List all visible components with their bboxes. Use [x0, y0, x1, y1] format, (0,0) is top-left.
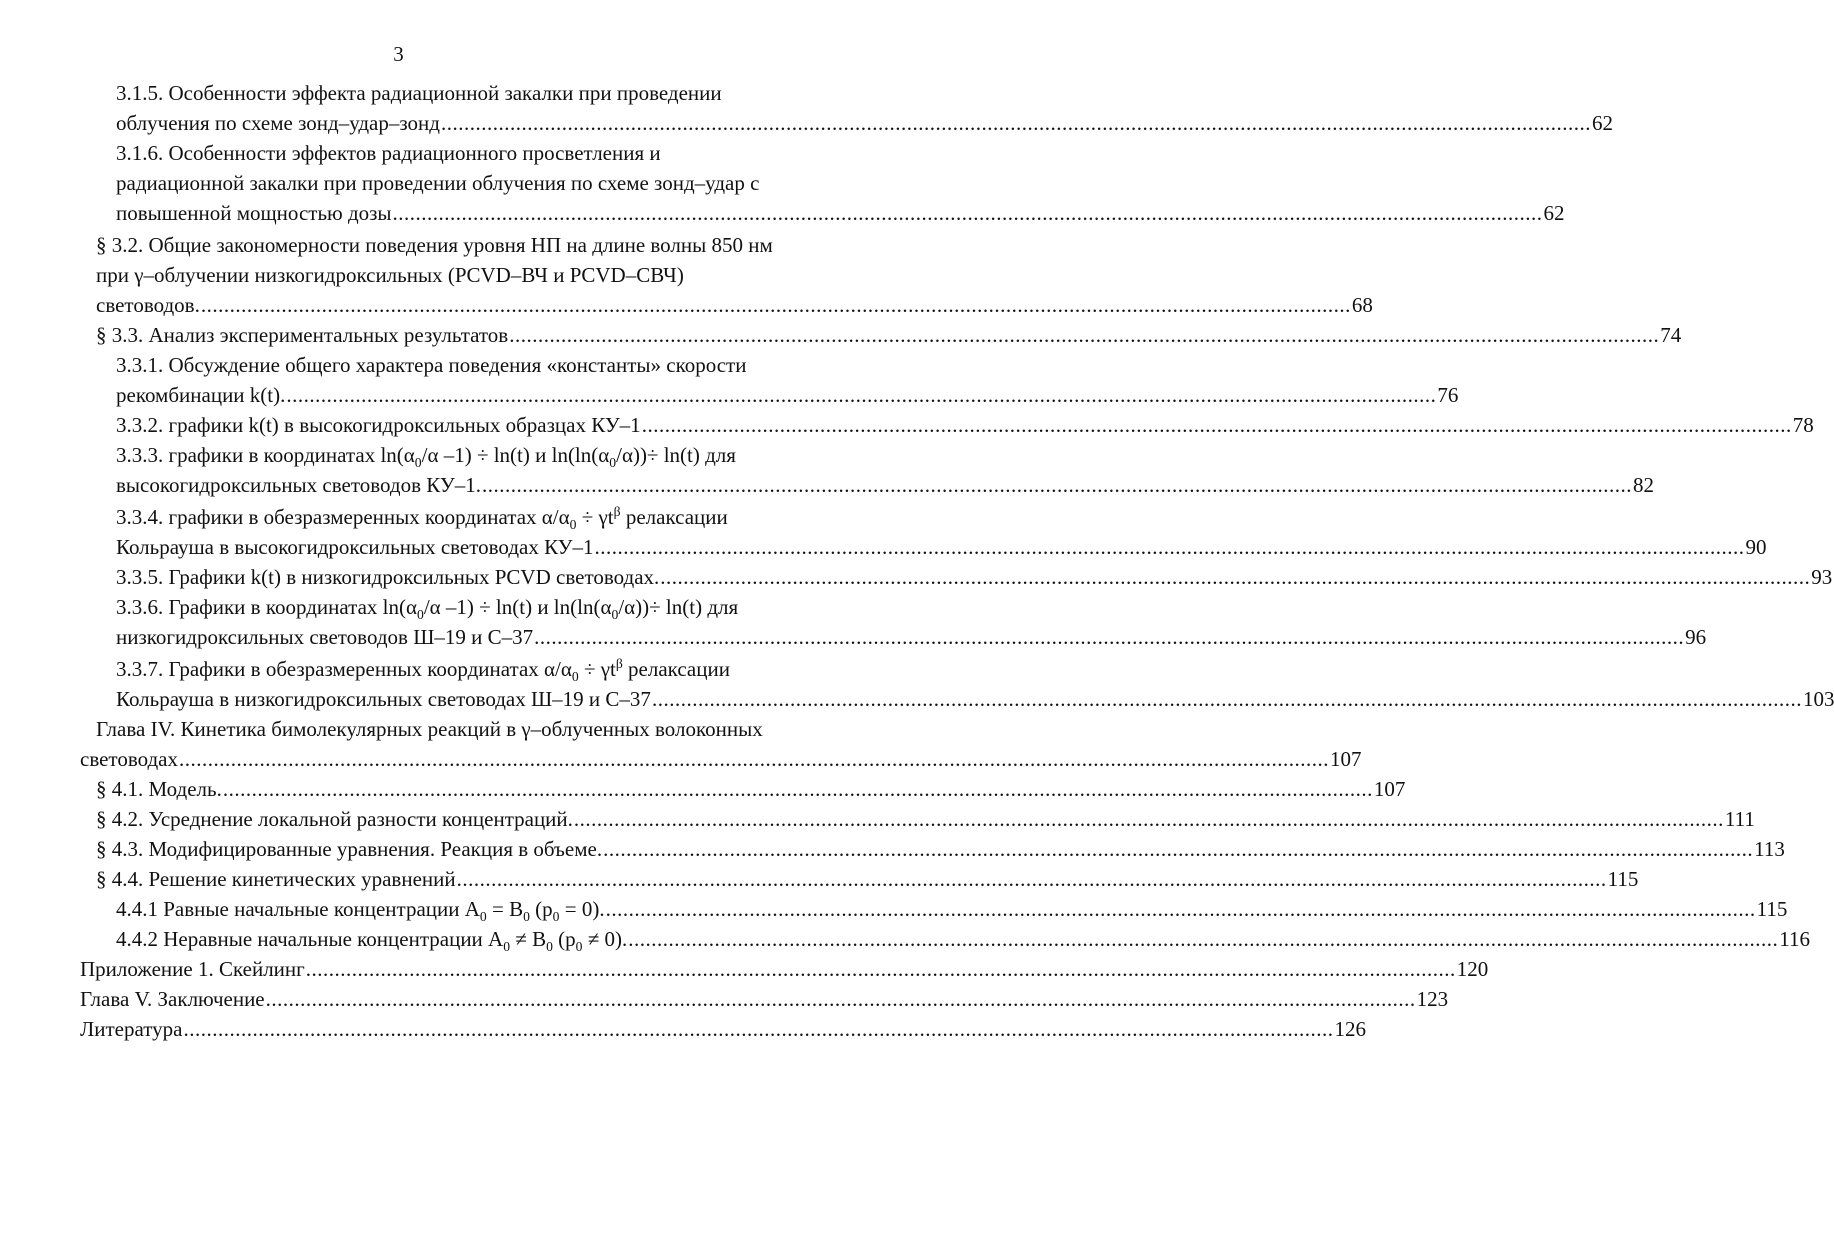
toc-entry	[116, 622, 1707, 652]
toc-line-text: радиационной закалки при проведении облучения по схеме зонд–удар с	[116, 171, 760, 195]
toc-entry	[96, 290, 1373, 320]
toc-line	[116, 654, 730, 684]
toc-line-text: Кольрауша в низкогидроксильных световодах Ш–19 и С–37	[116, 687, 651, 711]
toc-line-text: Глава V. Заключение	[80, 987, 265, 1011]
toc-line-text: при γ–облучении низкогидроксильных (PCVD–ВЧ и PCVD–СВЧ)	[96, 263, 684, 287]
toc-line-text: световодов.	[96, 293, 200, 317]
toc-line-formula: 3.3.4. графики в обезразмеренных координатах $\alpha/\alpha_0 \div \gamma t^\beta$ релаксации	[116, 504, 728, 533]
toc-entry	[96, 804, 1755, 834]
toc-line	[116, 138, 661, 168]
toc-entry	[116, 532, 1767, 562]
dot-leader: ........................................................................................................................................................................................................	[603, 837, 1754, 861]
dot-leader: ........................................................................................................................................................................................................	[440, 111, 1591, 135]
toc-line-text: Кольрауша в высокогидроксильных световодах КУ–1	[116, 535, 594, 559]
dot-leader: ........................................................................................................................................................................................................	[179, 747, 1330, 771]
toc-page-number: 62	[1543, 201, 1565, 225]
toc-entry	[116, 562, 1833, 592]
toc-line	[116, 440, 736, 470]
toc-line	[116, 592, 738, 622]
dot-leader: ........................................................................................................................................................................................................	[660, 565, 1811, 589]
toc-line-text: § 4.3. Модифицированные уравнения. Реакция в объеме.	[96, 837, 603, 861]
toc-page-number: 68	[1351, 293, 1373, 317]
toc-page-number: 78	[1792, 413, 1814, 437]
toc-entry	[80, 744, 1362, 774]
toc-page-number: 116	[1779, 927, 1811, 951]
toc-entry	[116, 198, 1565, 228]
dot-leader: ........................................................................................................................................................................................................	[534, 625, 1685, 649]
toc-line-formula: 3.3.6. Графики в координатах $\ln(\alpha_0/\alpha$ –1) ÷ ln(t) и $\ln(\ln(\alpha_0/\alpha))\div \ln(t)$ для	[116, 595, 739, 623]
toc-line-text: 3.3.5. Графики k(t) в низкогидроксильных PCVD световодах.	[116, 565, 660, 589]
toc-page-number: 107	[1330, 747, 1362, 771]
toc-line-text: § 3.2. Общие закономерности поведения уровня НП на длине волны 850 нм	[96, 233, 773, 257]
toc-line-text: § 4.1. Модель.	[96, 777, 222, 801]
dot-leader: ........................................................................................................................................................................................................	[651, 687, 1802, 711]
toc-line-formula: 4.4.1 Равные начальные концентрации $A_0 = B_0$ $(p_0 = 0)$.	[116, 897, 605, 925]
toc-page-number: 62	[1591, 111, 1613, 135]
toc-line-text: § 4.4. Решение кинетических уравнений	[96, 867, 456, 891]
toc-line-formula: 3.3.3. графики в координатах $\ln(\alpha_0/\alpha$ –1) ÷ ln(t) и $\ln(\ln(\alpha_0/\alpha))\div \ln(t)$ для	[116, 443, 736, 471]
toc-line-text: § 4.2. Усреднение локальной разности концентраций.	[96, 807, 573, 831]
toc-line-text: 3.1.6. Особенности эффектов радиационного просветления и	[116, 141, 661, 165]
dot-leader: ........................................................................................................................................................................................................	[573, 807, 1724, 831]
dot-leader: ........................................................................................................................................................................................................	[594, 535, 1745, 559]
toc-entry	[80, 1014, 1366, 1044]
toc-entry	[116, 410, 1814, 440]
toc-page-number: 123	[1416, 987, 1449, 1011]
toc-page-number: 90	[1745, 535, 1767, 559]
toc-entry	[116, 470, 1654, 500]
toc-line-text: Глава IV. Кинетика бимолекулярных реакций в γ–облученных волоконных	[96, 717, 763, 741]
toc-page-number: 111	[1724, 807, 1755, 831]
dot-leader: ........................................................................................................................................................................................................	[265, 987, 1416, 1011]
dot-leader: ........................................................................................................................................................................................................	[509, 323, 1660, 347]
dot-leader: ........................................................................................................................................................................................................	[628, 927, 1779, 951]
toc-line-text: повышенной мощностью дозы	[116, 201, 392, 225]
toc-line-text: § 3.3. Анализ экспериментальных результатов	[96, 323, 509, 347]
toc-line-text: 3.1.5. Особенности эффекта радиационной закалки при проведении	[116, 81, 722, 105]
dot-leader: ........................................................................................................................................................................................................	[305, 957, 1456, 981]
toc-entry	[80, 954, 1489, 984]
toc-line	[116, 350, 746, 380]
page-number: 3	[393, 42, 404, 66]
toc-entry	[116, 684, 1834, 714]
toc-line-text: рекомбинации k(t).	[116, 383, 286, 407]
toc-entry	[116, 380, 1459, 410]
toc-page-number: 107	[1373, 777, 1406, 801]
toc-page-number: 103	[1802, 687, 1834, 711]
toc-page-number: 74	[1660, 323, 1682, 347]
toc-entry	[116, 924, 1811, 955]
toc-page-number: 76	[1437, 383, 1459, 407]
dot-leader: ........................................................................................................................................................................................................	[286, 383, 1437, 407]
toc-line-formula: 3.3.7. Графики в обезразмеренных координатах $\alpha/\alpha_0 \div \gamma t^\beta$ релаксации	[116, 656, 730, 685]
toc-page-number: 82	[1632, 473, 1654, 497]
toc-entry	[116, 894, 1788, 925]
toc-line	[116, 78, 722, 108]
toc-line-text: Литература	[80, 1017, 183, 1041]
toc-line	[96, 230, 773, 260]
toc-line-text: высокогидроксильных световодов КУ–1.	[116, 473, 481, 497]
toc-line-text: 3.3.2. графики k(t) в высокогидроксильных образцах КУ–1	[116, 413, 641, 437]
toc-line	[96, 714, 763, 744]
dot-leader: ........................................................................................................................................................................................................	[392, 201, 1543, 225]
toc-page-number: 120	[1456, 957, 1489, 981]
toc-line-text: световодах	[80, 747, 179, 771]
dot-leader: ........................................................................................................................................................................................................	[456, 867, 1607, 891]
dot-leader: ........................................................................................................................................................................................................	[641, 413, 1792, 437]
dot-leader: ........................................................................................................................................................................................................	[222, 777, 1373, 801]
toc-line-formula: 4.4.2 Неравные начальные концентрации $A_0 \ne B_0$ $(p_0 \ne 0)$.	[116, 927, 628, 955]
dot-leader: ........................................................................................................................................................................................................	[605, 897, 1756, 921]
toc-line-text: низкогидроксильных световодов Ш–19 и С–37	[116, 625, 534, 649]
toc-entry	[116, 108, 1613, 138]
toc-page-number: 115	[1756, 897, 1788, 921]
toc-line	[116, 168, 759, 198]
dot-leader: ........................................................................................................................................................................................................	[200, 293, 1351, 317]
toc-line-text: Приложение 1. Скейлинг	[80, 957, 305, 981]
toc-entry	[96, 320, 1682, 350]
toc-line	[116, 502, 728, 532]
toc-page-number: 126	[1334, 1017, 1366, 1041]
dot-leader: ........................................................................................................................................................................................................	[183, 1017, 1334, 1041]
toc-line-text: 3.3.1. Обсуждение общего характера поведения «константы» скорости	[116, 353, 747, 377]
toc-entry	[80, 984, 1449, 1014]
dot-leader: ........................................................................................................................................................................................................	[481, 473, 1632, 497]
toc-entry	[96, 774, 1406, 804]
toc-page-number: 96	[1685, 625, 1707, 649]
toc-entry	[96, 834, 1785, 864]
toc-page-number: 115	[1607, 867, 1639, 891]
toc-page-number: 93	[1811, 565, 1833, 589]
toc-line	[96, 260, 684, 290]
toc-entry	[96, 864, 1639, 894]
toc-page-number: 113	[1754, 837, 1785, 861]
toc-line-text: облучения по схеме зонд–удар–зонд	[116, 111, 440, 135]
